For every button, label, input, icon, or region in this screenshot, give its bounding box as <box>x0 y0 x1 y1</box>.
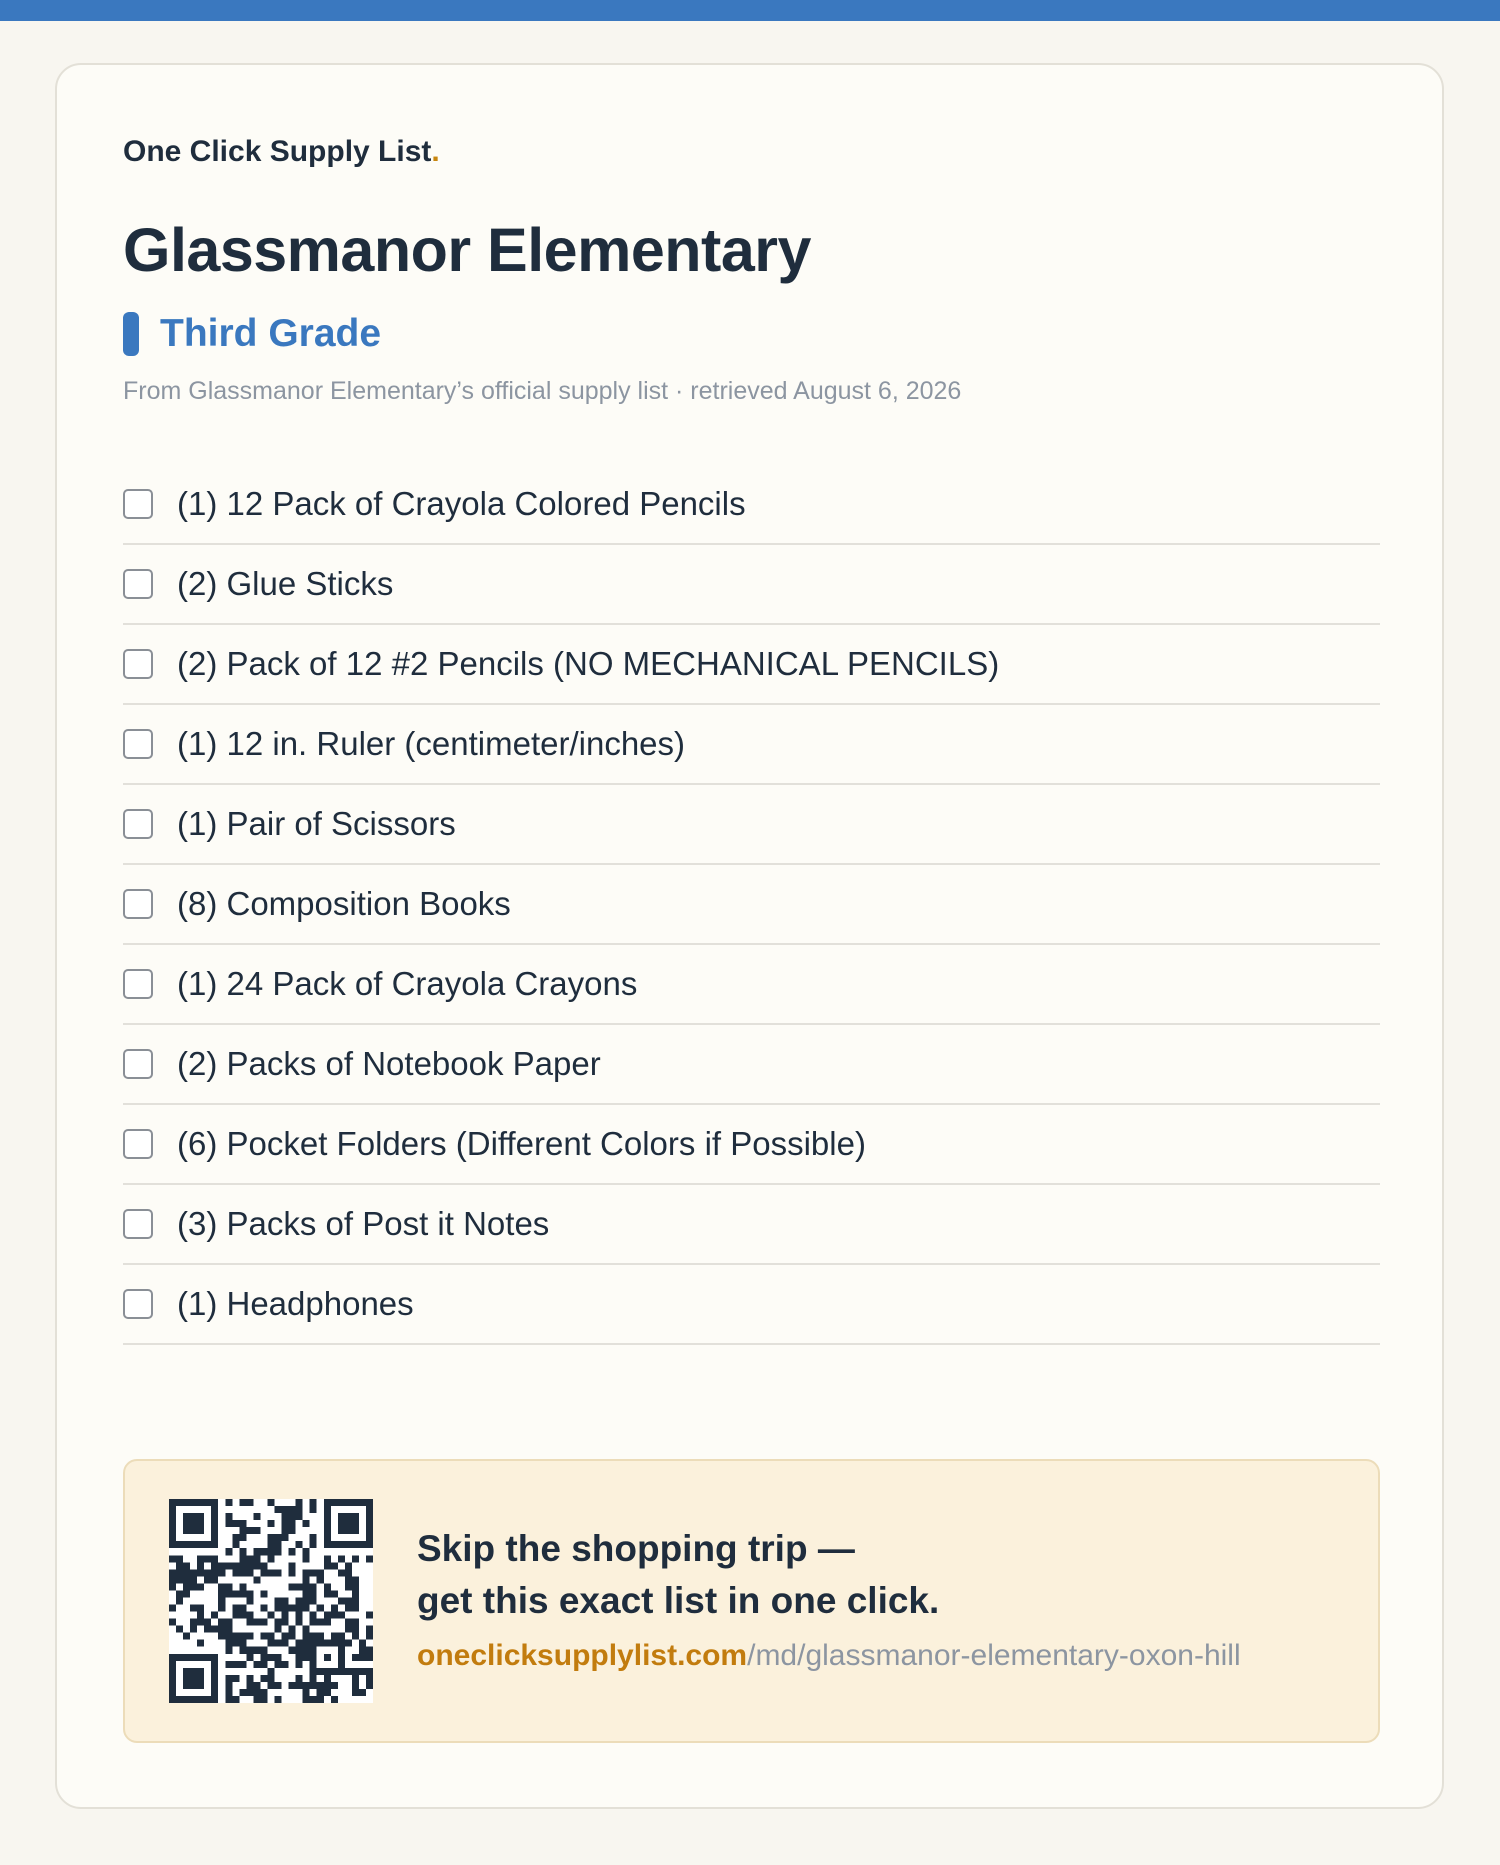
supply-item[interactable] <box>123 945 1380 1025</box>
supply-checkbox[interactable] <box>123 729 153 759</box>
supply-checkbox[interactable] <box>123 1209 153 1239</box>
supply-list-card <box>55 63 1444 1809</box>
brand-dot: . <box>431 135 440 168</box>
promo-link[interactable] <box>417 1639 1241 1673</box>
supply-checkbox[interactable] <box>123 889 153 919</box>
promo-headline-line2: get this exact list in one click. <box>417 1580 940 1621</box>
supply-checkbox[interactable] <box>123 1289 153 1319</box>
supply-checkbox[interactable] <box>123 1129 153 1159</box>
supply-item-label: (1) Pair of Scissors <box>177 805 456 842</box>
supply-item[interactable] <box>123 1105 1380 1185</box>
qr-code-icon[interactable] <box>169 1499 373 1703</box>
supply-item-label: (3) Packs of Post it Notes <box>177 1205 550 1242</box>
supply-checkbox[interactable] <box>123 649 153 679</box>
promo-banner <box>123 1459 1380 1743</box>
supply-item[interactable] <box>123 1265 1380 1345</box>
supply-item-label: (6) Pocket Folders (Different Colors if Possible) <box>177 1125 866 1162</box>
source-note: From Glassmanor Elementary’s official supply list · retrieved August 6, 2026 <box>123 377 962 405</box>
grade-accent-bar <box>123 312 139 356</box>
supply-item-label: (1) Headphones <box>177 1285 414 1322</box>
top-accent-bar <box>0 0 1500 21</box>
supply-item[interactable] <box>123 465 1380 545</box>
supply-item[interactable] <box>123 705 1380 785</box>
brand-name: One Click Supply List <box>123 135 432 168</box>
supply-checkbox[interactable] <box>123 1049 153 1079</box>
supply-item-label: (2) Glue Sticks <box>177 565 394 602</box>
promo-link-path[interactable]: /md/glassmanor-elementary-oxon-hill <box>747 1639 1241 1672</box>
supply-item-label: (1) 12 Pack of Crayola Colored Pencils <box>177 485 746 522</box>
supply-item[interactable] <box>123 785 1380 865</box>
supply-item[interactable] <box>123 1185 1380 1265</box>
promo-headline-line1: Skip the shopping trip — <box>417 1528 855 1569</box>
supply-checkbox[interactable] <box>123 569 153 599</box>
supply-checkbox[interactable] <box>123 809 153 839</box>
supply-item[interactable] <box>123 865 1380 945</box>
grade-label: Third Grade <box>160 312 382 355</box>
supply-item[interactable] <box>123 1025 1380 1105</box>
supply-item[interactable] <box>123 545 1380 625</box>
supply-item-label: (2) Pack of 12 #2 Pencils (NO MECHANICAL PENCILS) <box>177 645 1000 682</box>
brand-logo <box>123 135 440 169</box>
supply-item-label: (2) Packs of Notebook Paper <box>177 1045 601 1082</box>
supply-item[interactable] <box>123 625 1380 705</box>
page-title: Glassmanor Elementary <box>123 216 811 284</box>
supply-checkbox[interactable] <box>123 489 153 519</box>
supply-item-label: (1) 24 Pack of Crayola Crayons <box>177 965 638 1002</box>
supply-checkbox[interactable] <box>123 969 153 999</box>
promo-link-domain[interactable]: oneclicksupplylist.com <box>417 1639 748 1672</box>
supply-item-label: (8) Composition Books <box>177 885 511 922</box>
supply-item-label: (1) 12 in. Ruler (centimeter/inches) <box>177 725 686 762</box>
grade-heading <box>123 311 381 357</box>
promo-text <box>417 1523 1241 1673</box>
supply-list <box>123 485 1380 1345</box>
